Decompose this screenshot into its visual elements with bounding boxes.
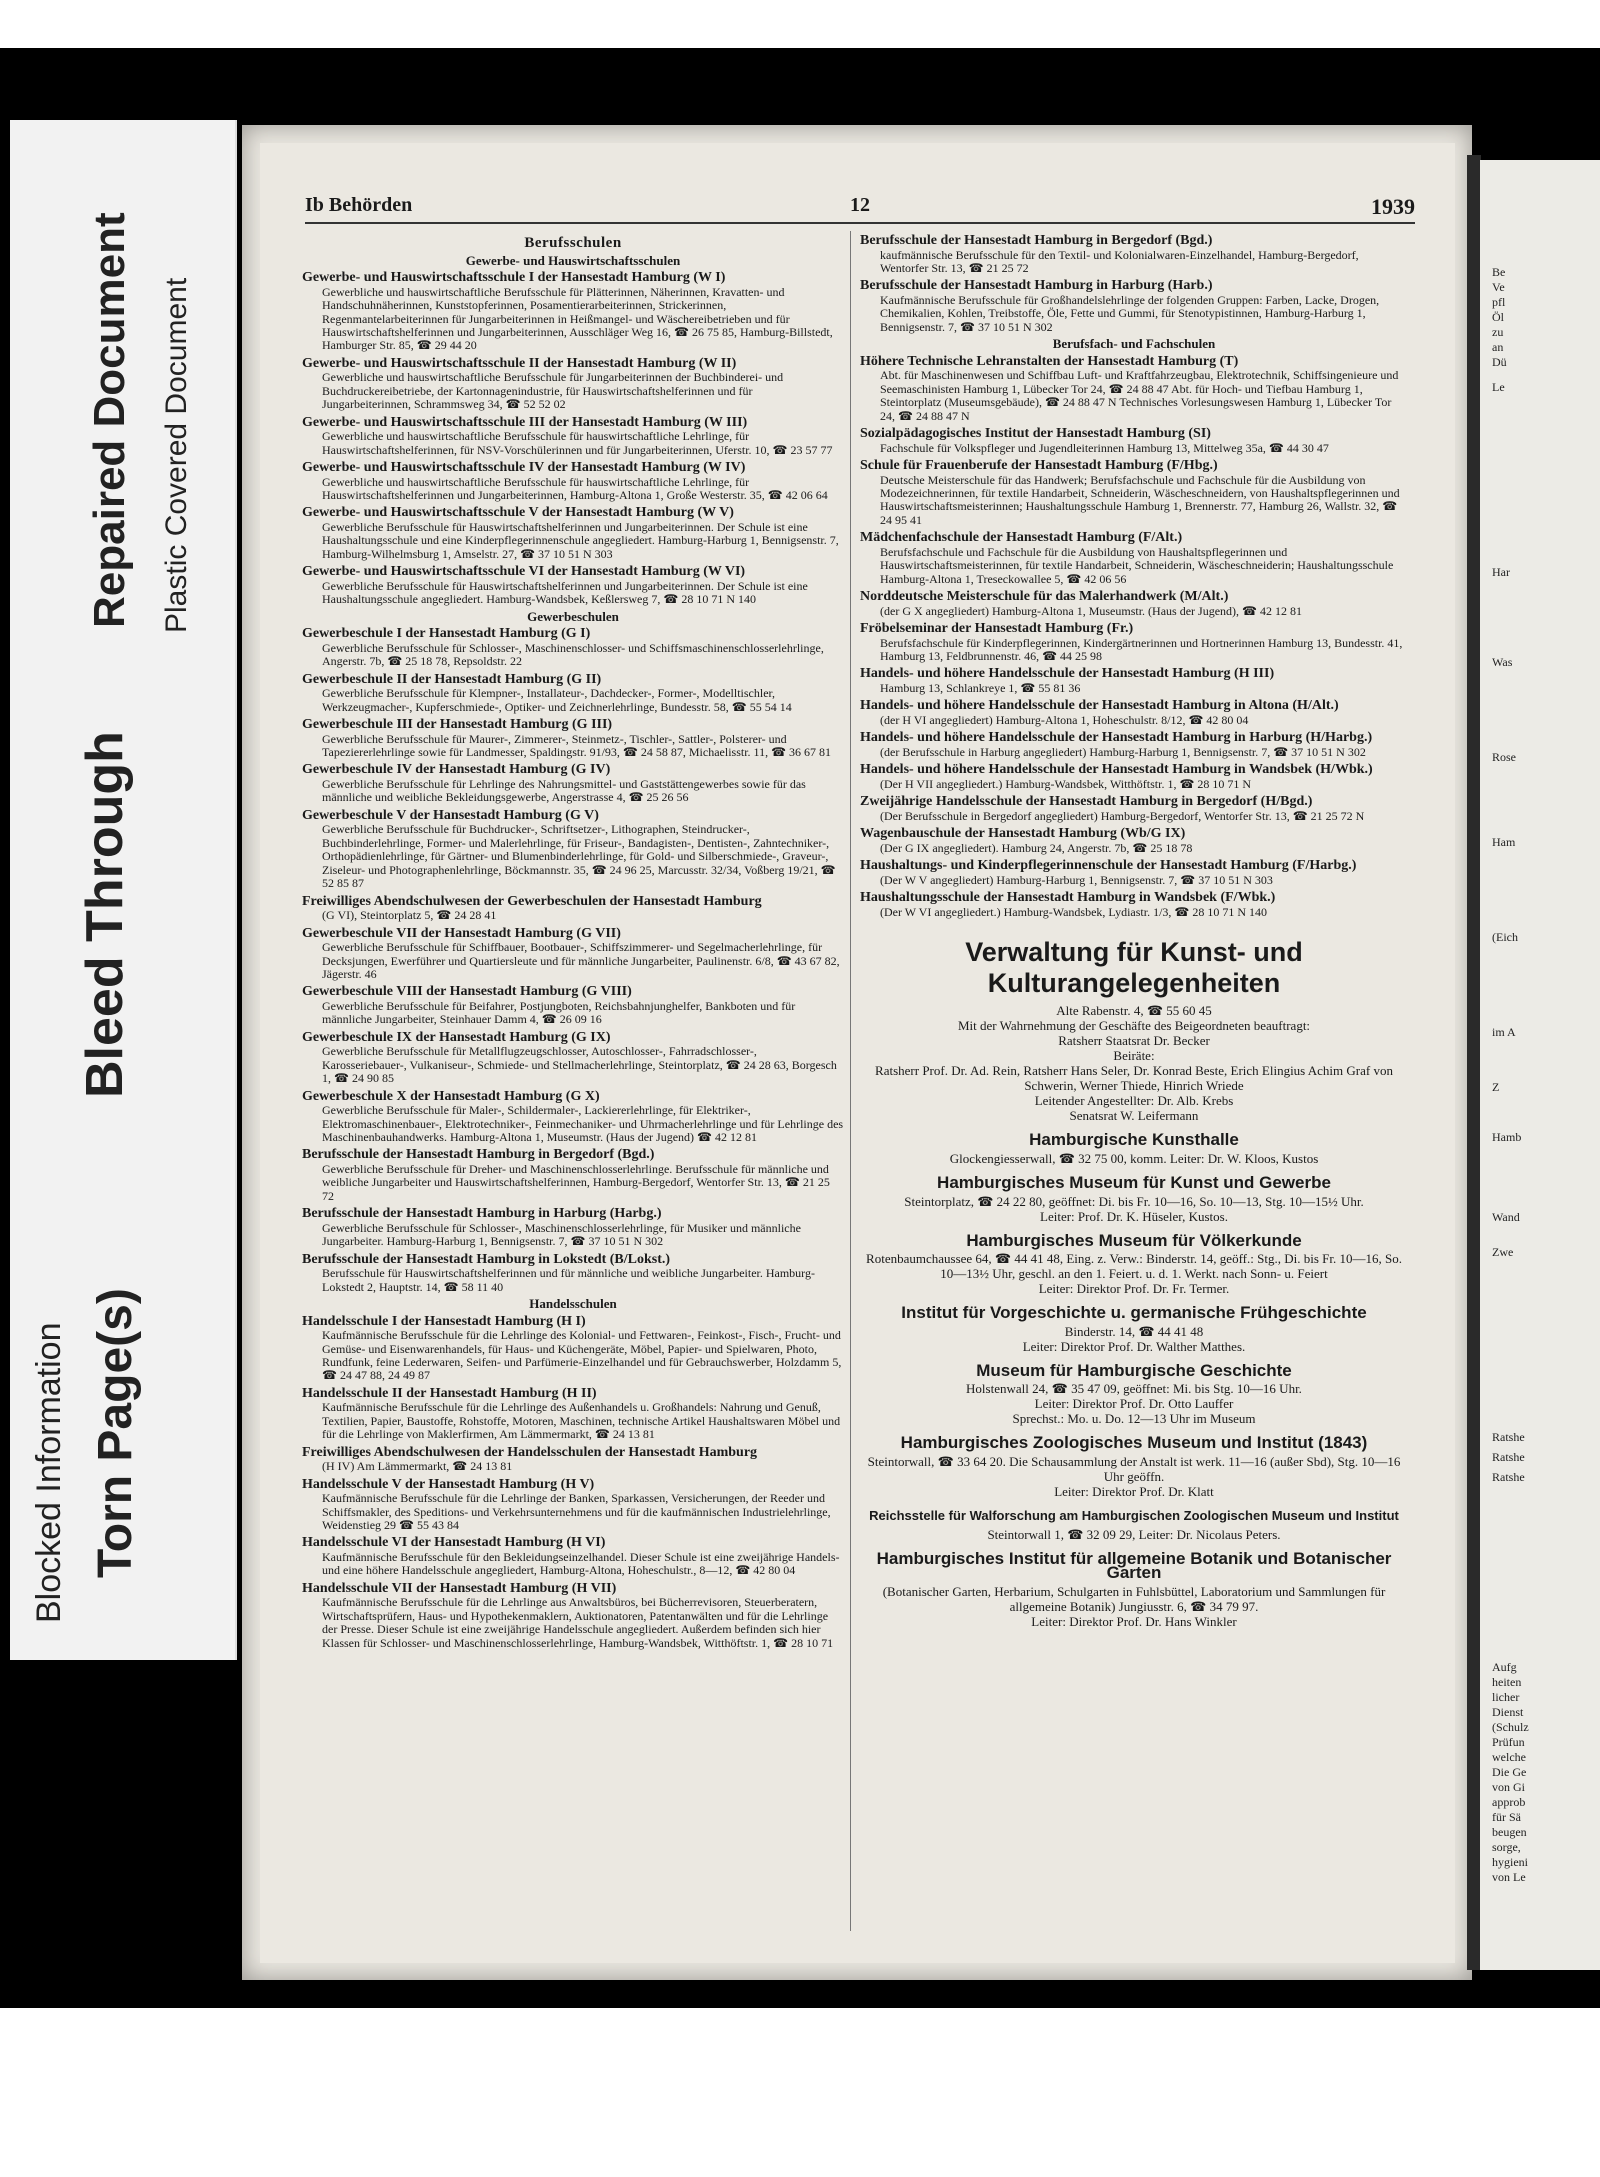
institute-detail: Steintorplatz, ☎ 24 22 80, geöffnet: Di. bis Fr. 10—16, So. 10—13, Stg. 10—15½ Uhr. xyxy=(904,1193,1364,1209)
school-entry xyxy=(302,984,844,1026)
school-description: Kaufmännische Berufsschule für die Lehrlinge des Außenhandels u. Großhandels: Nahrung und Genuß, Textilien, Papier, Baustoffe, Rohstoffe, Motoren, Maschinen, technische Artikel Haushaltswaren Möbel und für die Lehrlinge von Maklerfirmen, Am Lämmermarkt, ☎ 24 13 81 xyxy=(322,1400,841,1442)
document-page xyxy=(242,125,1472,1980)
school-entry xyxy=(302,717,844,759)
school-description: Berufsfachschule für Kinderpflegerinnen, Kindergärtnerinnen und Hortnerinnen Hamburg 13, Bundesstr. 41, Hamburg 13, Feldbrunnenstr. 46, ☎ 44 25 98 xyxy=(880,635,1403,664)
damage-labels xyxy=(0,48,235,2008)
kunst-section xyxy=(860,937,1408,1628)
school-entry xyxy=(302,1206,844,1248)
school-entry xyxy=(302,626,844,668)
institute-detail: Leiter: Direktor Prof. Dr. Walther Matthes. xyxy=(1022,1338,1246,1354)
school-entry xyxy=(860,426,1408,455)
next-page-fragment: Hamb xyxy=(1492,1130,1522,1144)
institute-detail: Leiter: Direktor Prof. Dr. Hans Winkler xyxy=(1031,1613,1237,1629)
next-page-fragment: zu xyxy=(1492,325,1504,339)
school-entry xyxy=(302,1386,844,1442)
next-page-fragment: beugen xyxy=(1492,1825,1527,1839)
subsection-heading: Handelsschulen xyxy=(529,1295,617,1311)
school-name: Berufsschule der Hansestadt Hamburg in Harburg (Harb.) xyxy=(860,278,1213,294)
next-page-fragment: Prüfun xyxy=(1492,1735,1525,1749)
next-page-fragment: (Eich xyxy=(1492,930,1518,944)
school-description: Gewerbliche und hauswirtschaftliche Berufsschule für Plätterinnen, Näherinnen, Kravatten- und Handschuhnäherinnen, Kunststopferinnen, Posamentierarbeiterinnen, Strickerinnen, Regenmantelarbeiterinnen für Jungarbeiterinnen in Heißmangel- und Wäschereibetrieben und für Hauswirtschaftshelferinnen und Jungarbeiterinnen, Ausschläger Weg 16, ☎ 26 75 85, Hamburg-Billstedt, Hamburger Str. 85, ☎ 29 44 20 xyxy=(322,284,833,353)
institute-name: Institut für Vorgeschichte u. germanische Frühgeschichte xyxy=(901,1303,1367,1323)
next-page-fragment: Zwe xyxy=(1492,1245,1514,1259)
next-page-fragment: Ratshe xyxy=(1492,1470,1525,1484)
institute-detail: Leiter: Direktor Prof. Dr. Otto Lauffer xyxy=(1034,1396,1234,1412)
school-name: Gewerbe- und Hauswirtschaftsschule V der Hansestadt Hamburg (W V) xyxy=(302,505,734,521)
next-page-fragment: Wand xyxy=(1492,1210,1520,1224)
institutes-list xyxy=(860,1130,1408,1629)
next-page-fragment: von Gi xyxy=(1492,1780,1525,1794)
school-description: (der Berufsschule in Harburg angegliedert) Hamburg-Harburg 1, Bennigsenstr. 7, ☎ 37 10 51 N 302 xyxy=(880,745,1366,760)
school-entry xyxy=(302,460,844,502)
institute-detail: (Botanischer Garten, Herbarium, Schulgarten in Fuhlsbüttel, Laboratorium und Sammlungen für allgemeine Botanik) Jungiusstr. 6, ☎ 34 79 97. xyxy=(882,1583,1386,1614)
school-description: Fachschule für Volkspfleger und Jugendleiterinnen Hamburg 13, Mittelweg 35a, ☎ 44 30 47 xyxy=(880,440,1329,455)
institute-detail: Steintorwall, ☎ 33 64 20. Die Schausammlung der Anstalt ist werk. 11—16 (außer Sbd), Stg. 10—16 Uhr geöffn. xyxy=(867,1454,1401,1485)
school-name: Handelsschule V der Hansestadt Hamburg (H V) xyxy=(302,1476,595,1492)
school-name: Schule für Frauenberufe der Hansestadt Hamburg (F/Hbg.) xyxy=(860,458,1218,474)
school-name: Handels- und höhere Handelsschule der Hansestadt Hamburg in Altona (H/Alt.) xyxy=(860,698,1339,714)
school-name: Berufsschule der Hansestadt Hamburg in Harburg (Harbg.) xyxy=(302,1206,662,1222)
school-description: Gewerbliche Berufsschule für Metallflugzeugschlosser, Autoschlosser-, Fahrradschlosser-, Karosseriebauer-, Vulkaniseur-, Schmiede- und Stellmacherlehrlinge, Steintorplatz, ☎ 24 28 63, Borgesch 1, ☎ 24 90 85 xyxy=(322,1044,837,1086)
school-description: Gewerbliche Berufsschule für Maler-, Schildermaler-, Lackiererlehrlinge, für Elektriker-, Elektromaschinenbauer-, Elektrotechniker-, Feinmechaniker- und Uhrmacherlehrlinge und für Lehrlinge des Maschinenbauhandwerks. Hamburg-Altona 1, Museumstr. (Haus der Jugend) ☎ 42 12 81 xyxy=(322,1103,844,1144)
school-name: Norddeutsche Meisterschule für das Malerhandwerk (M/Alt.) xyxy=(860,589,1229,605)
school-description: (der H VI angegliedert) Hamburg-Altona 1, Hoheschulstr. 8/12, ☎ 42 80 04 xyxy=(880,713,1249,728)
school-entry xyxy=(860,233,1408,275)
institute-name: Hamburgische Kunsthalle xyxy=(1029,1130,1239,1150)
next-page-fragment: Ve xyxy=(1492,280,1505,294)
school-description: Gewerbliche Berufsschule für Schlosser-, Maschinenschlosserlehrlinge, für Musiker und männliche Jungarbeiter. Hamburg-Harburg 1, Bennigsenstr. 7, ☎ 37 10 51 N 302 xyxy=(322,1220,801,1249)
school-name: Handels- und höhere Handelsschule der Hansestadt Hamburg in Wandsbek (H/Wbk.) xyxy=(860,762,1373,778)
institute-detail: Leiter: Prof. Dr. K. Hüseler, Kustos. xyxy=(1040,1208,1228,1224)
school-entry xyxy=(860,589,1408,618)
school-entry xyxy=(860,530,1408,586)
next-page-fragment: Ratshe xyxy=(1492,1430,1525,1444)
school-description: Gewerbliche Berufsschule für Schiffbauer, Bootbauer-, Schiffszimmerer- und Segelmacherlehrlinge, für Decksjungen, Ewerführer und Quartiersleute und für männliche Jungarbeiter, Paulinenstr. 6/8, ☎ 43 67 82, Jägerstr. 46 xyxy=(322,940,840,981)
school-description: Gewerbliche Berufsschule für Klempner-, Installateur-, Dachdecker-, Former-, Modelltischler, Werkzeugmacher-, Kupferschmiede-, Optiker- und Zeichnerlehrlinge, Bundesstr. 58, ☎ 55 54 14 xyxy=(322,686,792,714)
kunst-line: Leitender Angestellter: Dr. Alb. Krebs xyxy=(1034,1093,1234,1109)
school-name: Handelsschule I der Hansestadt Hamburg (H I) xyxy=(302,1313,586,1329)
school-name: Haushaltungs- und Kinderpflegerinnenschule der Hansestadt Hamburg (F/Harbg.) xyxy=(860,858,1357,874)
kunst-line: Beiräte: xyxy=(1113,1048,1155,1064)
school-description: Kaufmännische Berufsschule für die Lehrlinge aus Anwaltsbüros, bei Bücherrevisoren, Steuerberatern, Wirtschaftsprüfern, Haus- und Hypothekenmaklern, Auktionatoren, Patentanwälten und für die Lehrlinge der Presse. Dieser Schule ist eine zweijährige Handelsschule angegliedert. Außerdem befinden sich hier Klassen für Schlosser- und Maschinenschlosserlehrlinge, Hamburg-Wandsbek, Witthöftstr. 1, ☎ 28 10 71 xyxy=(322,1595,834,1650)
school-entry xyxy=(302,808,844,891)
school-name: Gewerbeschule II der Hansestadt Hamburg (G II) xyxy=(302,671,602,687)
label-torn-pages: Torn Page(s) xyxy=(89,1288,142,1578)
school-entry xyxy=(302,1581,844,1650)
kunst-line: Ratsherr Staatsrat Dr. Becker xyxy=(1058,1033,1210,1049)
school-name: Gewerbe- und Hauswirtschaftsschule II der Hansestadt Hamburg (W II) xyxy=(302,355,737,371)
school-description: Gewerbliche Berufsschule für Dreher- und Maschinenschlosserlehrlinge. Berufsschule für männliche und weibliche Jungarbeiter und Hauswirtschaftshelferinnen, Hamburg-Bergedorf, Wentorfer Str. 13, ☎ 21 25 72 xyxy=(322,1161,830,1203)
year: 1939 xyxy=(1371,194,1415,219)
school-description: Gewerbliche Berufsschule für Lehrlinge des Nahrungsmittel- und Gaststättengewerbes sowie für das männliche und weibliche Bekleidungsgewerbe, Angerstrasse 4, ☎ 25 26 56 xyxy=(322,777,806,805)
school-entry xyxy=(302,1147,844,1203)
institute-detail: Sprechst.: Mo. u. Do. 12—13 Uhr im Museum xyxy=(1012,1411,1256,1427)
school-entry xyxy=(302,1445,844,1474)
school-description: kaufmännische Berufsschule für den Textil- und Kolonialwaren-Einzelhandel, Hamburg-Bergedorf, Wentorfer Str. 13, ☎ 21 25 72 xyxy=(880,247,1359,275)
school-description: (G VI), Steintorplatz 5, ☎ 24 28 41 xyxy=(322,908,497,923)
school-description: Gewerbliche Berufsschule für Maurer-, Zimmerer-, Steinmetz-, Tischler-, Sattler-, Polsterer- und Tapeziererlehrlinge sowie für Landmesser, Spaldingstr. 91/93, ☎ 24 58 87, Michaelisstr. 11, ☎ 36 67 81 xyxy=(322,731,832,760)
school-name: Gewerbeschule IX der Hansestadt Hamburg (G IX) xyxy=(302,1029,611,1045)
school-name: Gewerbeschule VII der Hansestadt Hamburg (G VII) xyxy=(302,925,621,941)
school-name: Gewerbe- und Hauswirtschaftsschule I der Hansestadt Hamburg (W I) xyxy=(302,270,726,286)
school-entry xyxy=(860,858,1408,887)
next-page-fragment: Ham xyxy=(1492,835,1516,849)
page-gutter xyxy=(1467,155,1481,1970)
institute-name: Hamburgisches Institut für allgemeine Botanik und Botanischer Garten xyxy=(876,1548,1392,1583)
next-page-fragment: an xyxy=(1492,340,1504,354)
subsection-heading: Berufsfach- und Fachschulen xyxy=(1052,336,1216,352)
school-description: Deutsche Meisterschule für das Handwerk; Berufsfachschule und Fachschule für die Ausbildung von Modezeichnerinnen, für textile Handarbeit, Schneiderin, Wäscheschneidern, von Haushaltspflegerinnen und Hauswirtschaftsmeisterinnen; Haushaltungsschule Hamburg 1, Brennerstr. 77, Hamburg 26, Wallstr. 32, ☎ 24 95 41 xyxy=(880,472,1400,527)
school-entry xyxy=(302,762,844,804)
school-name: Gewerbeschule I der Hansestadt Hamburg (G I) xyxy=(302,626,591,642)
school-description: Gewerbliche Berufsschule für Hauswirtschaftshelferinnen und Jungarbeiterinnen. Der Schule ist eine Haushaltungsschule und eine Kinderpflegerinnenschule angegliedert. Hamburg-Harburg 1, Bennigsenstr. 7, Hamburg-Wilhelmsburg 1, Amselstr. 27, ☎ 37 10 51 N 303 xyxy=(322,520,839,561)
school-name: Gewerbeschule X der Hansestadt Hamburg (G X) xyxy=(302,1088,600,1104)
school-name: Gewerbe- und Hauswirtschaftsschule VI der Hansestadt Hamburg (W VI) xyxy=(302,564,746,580)
school-name: Freiwilliges Abendschulwesen der Gewerbeschulen der Hansestadt Hamburg xyxy=(302,893,762,909)
school-name: Berufsschule der Hansestadt Hamburg in Bergedorf (Bgd.) xyxy=(302,1147,655,1163)
school-name: Wagenbauschule der Hansestadt Hamburg (Wb/G IX) xyxy=(860,826,1186,842)
next-page-fragment: Rose xyxy=(1492,750,1516,764)
next-page-fragment: Har xyxy=(1492,565,1510,579)
school-name: Gewerbeschule V der Hansestadt Hamburg (G V) xyxy=(302,807,599,823)
school-entry xyxy=(302,1314,844,1383)
school-description: Kaufmännische Berufsschule für Großhandelslehrlinge der folgenden Gruppen: Farben, Lacke, Drogen, Chemikalien, Kohlen, Treibstoffe, Öle, Fette und Gummi, für Stenotypistinnen, Hamburg-Harburg 1, Bennigsenstr. 7, ☎ 37 10 51 N 302 xyxy=(880,293,1380,334)
column-divider xyxy=(850,231,851,1931)
school-entry xyxy=(860,890,1408,919)
section-label: Ib Behörden xyxy=(305,194,413,216)
school-name: Gewerbe- und Hauswirtschaftsschule IV der Hansestadt Hamburg (W IV) xyxy=(302,460,746,476)
school-entry xyxy=(860,794,1408,823)
next-page-fragment: Was xyxy=(1492,655,1513,669)
school-entry xyxy=(302,415,844,457)
next-page-fragment: (Schulz xyxy=(1492,1720,1529,1734)
school-entry xyxy=(302,894,844,923)
label-bleed-through: Bleed Through xyxy=(76,731,134,1098)
school-entry xyxy=(302,505,844,561)
school-description: (Der H VII angegliedert.) Hamburg-Wandsbek, Witthöftstr. 1, ☎ 28 10 71 N xyxy=(880,777,1252,792)
subsection-heading: Gewerbeschulen xyxy=(527,608,619,624)
next-page-fragment: sorge, xyxy=(1492,1840,1521,1854)
school-entry xyxy=(860,730,1408,759)
school-entry xyxy=(302,270,844,353)
school-entry xyxy=(302,1030,844,1086)
section-heading: Berufsschulen xyxy=(524,235,622,251)
institute-detail: Binderstr. 14, ☎ 44 41 48 xyxy=(1064,1323,1204,1339)
school-entry xyxy=(860,621,1408,663)
next-page-edge xyxy=(1480,160,1600,1970)
school-name: Gewerbeschule IV der Hansestadt Hamburg (G IV) xyxy=(302,762,611,778)
school-description: (Der Berufsschule in Bergedorf angegliedert) Hamburg-Bergedorf, Wentorfer Str. 13, ☎ 21 25 72 N xyxy=(880,809,1365,824)
next-page-fragment: von Le xyxy=(1492,1870,1526,1884)
school-description: Gewerbliche und hauswirtschaftliche Berufsschule für Jungarbeiterinnen der Buchbinderei- und Buchdruckereibetriebe, der Kartonnagenindustrie, für Hauswirtschaftshelferinnen und für Jungarbeiterinnen, Schrammsweg 34, ☎ 52 52 02 xyxy=(322,370,784,412)
next-page-fragment: licher xyxy=(1492,1690,1520,1704)
school-entry xyxy=(302,1252,844,1294)
school-description: Gewerbliche Berufsschule für Beifahrer, Postjungboten, Reichsbahnjunghelfer, Bankboten und für männliche Jungarbeiter, Steinhauer Damm 4, ☎ 26 09 16 xyxy=(322,998,796,1027)
school-description: Kaufmännische Berufsschule für den Bekleidungseinzelhandel. Dieser Schule ist eine zweijährige Handels- und eine höhere Handelsschule angegliedert, Hamburg-Altona, Hoheschulstr., 8—12, ☎ 42 80 04 xyxy=(322,1550,840,1578)
kunst-line: Mit der Wahrnehmung der Geschäfte des Beigeordneten beauftragt: xyxy=(957,1018,1311,1034)
school-entry xyxy=(860,762,1408,791)
institute-detail: Holstenwall 24, ☎ 35 47 09, geöffnet: Mi. bis Stg. 10—16 Uhr. xyxy=(966,1381,1302,1397)
school-description: Gewerbliche Berufsschule für Buchdrucker-, Schriftsetzer-, Lithographen, Steindrucker-, Buchbinderlehrlinge, Former- und Malerlehrlinge, für Friseur-, Bandagisten-, Dentisten-, Zahntechniker-, Orthopädienlehrlinge, für Gärtner- und Blumenbinderlehrlinge, für Gold- und Silberschmiede-, Graveur-, Ziseleur- und Photographenlehrlinge, Böckmannstr. 35, ☎ 24 96 25, Marcusstr. 32/34, Voßberg 19/21, ☎ 52 85 87 xyxy=(322,822,836,891)
school-description: Kaufmännische Berufsschule für die Lehrlinge der Banken, Sparkassen, Versicherungen, der Reeder und Schiffsmakler, des Speditions- und Verkehrsunternehmens und für die kaufmännischen Industrielehrlinge, Weidenstieg 29 ☎ 55 43 84 xyxy=(322,1491,831,1532)
next-page-fragment: Öl xyxy=(1492,310,1504,324)
page-header xyxy=(305,188,1415,224)
school-entry xyxy=(302,356,844,412)
next-page-fragment: im A xyxy=(1492,1025,1516,1039)
institute-detail: Leiter: Direktor Prof. Dr. Klatt xyxy=(1054,1484,1214,1500)
school-name: Handels- und höhere Handelsschule der Hansestadt Hamburg (H III) xyxy=(860,666,1275,682)
label-repaired-document: Repaired Document xyxy=(85,212,134,628)
institute-detail: Steintorwall 1, ☎ 32 09 29, Leiter: Dr. Nicolaus Peters. xyxy=(987,1526,1281,1542)
kunst-title: Verwaltung für Kunst- und Kulturangelegenheiten xyxy=(965,937,1303,999)
right-entries xyxy=(860,233,1408,919)
school-entry xyxy=(302,1089,844,1145)
next-page-fragment: pfl xyxy=(1492,295,1506,309)
school-entry xyxy=(302,672,844,714)
school-description: (Der G IX angegliedert). Hamburg 24, Angerstr. 7b, ☎ 25 18 78 xyxy=(880,841,1193,856)
school-name: Mädchenfachschule der Hansestadt Hamburg (F/Alt.) xyxy=(860,530,1183,546)
school-name: Handels- und höhere Handelsschule der Hansestadt Hamburg in Harburg (H/Harbg.) xyxy=(860,730,1373,746)
school-description: Kaufmännische Berufsschule für die Lehrlinge des Kolonial- und Fettwaren-, Feinkost-, Fisch-, Frucht- und Gemüse- und Eisenwarenhandels, für Haus- und Küchengeräte, Möbel, Papier- und Spielwaren, Photo, Rundfunk, feine Lederwaren, Seifen- und Parfümerie-Einzelhandel und für Gebrauchswerber, Holzdamm 5, ☎ 24 47 88, 24 49 87 xyxy=(322,1328,842,1383)
institute-name: Reichsstelle für Walforschung am Hamburgischen Zoologischen Museum und Institut xyxy=(869,1508,1399,1524)
school-name: Handelsschule VII der Hansestadt Hamburg (H VII) xyxy=(302,1580,617,1596)
next-page-fragment: Z xyxy=(1492,1080,1500,1094)
school-name: Gewerbeschule VIII der Hansestadt Hamburg (G VIII) xyxy=(302,984,632,1000)
school-name: Gewerbeschule III der Hansestadt Hamburg (G III) xyxy=(302,717,613,733)
school-name: Fröbelseminar der Hansestadt Hamburg (Fr.) xyxy=(860,621,1134,637)
right-column xyxy=(860,233,1408,1629)
school-name: Berufsschule der Hansestadt Hamburg in Bergedorf (Bgd.) xyxy=(860,233,1213,248)
school-description: Berufsfachschule und Fachschule für die Ausbildung von Haushaltspflegerinnen und Hauswirtschaftsmeisterinnen, für textile Handarbeit, Schneiderin, Wäscheschneiderin; Haushaltungsschule Hamburg-Altona 1, Treseckowallee 5, ☎ 42 06 56 xyxy=(880,544,1394,586)
school-entry xyxy=(860,354,1408,423)
kunst-line: Alte Rabenstr. 4, ☎ 55 60 45 xyxy=(1056,1003,1212,1019)
next-page-fragment: welche xyxy=(1492,1750,1526,1764)
next-page-fragment: Die Ge xyxy=(1492,1765,1527,1779)
next-page-fragment: hygieni xyxy=(1492,1855,1528,1869)
school-entry xyxy=(860,278,1408,334)
school-entry xyxy=(860,458,1408,527)
school-description: (der G X angegliedert) Hamburg-Altona 1, Museumstr. (Haus der Jugend), ☎ 42 12 81 xyxy=(880,603,1302,618)
next-page-fragment: Dienst xyxy=(1492,1705,1524,1719)
paper-sheet xyxy=(260,143,1455,1963)
school-name: Berufsschule der Hansestadt Hamburg in Lokstedt (B/Lokst.) xyxy=(302,1251,671,1267)
kunst-line: Senatsrat W. Leifermann xyxy=(1069,1108,1199,1124)
school-entry xyxy=(860,826,1408,855)
label-plastic-covered: Plastic Covered Document xyxy=(160,277,193,633)
school-name: Handelsschule VI der Hansestadt Hamburg (H VI) xyxy=(302,1535,606,1551)
next-page-fragment: Aufg xyxy=(1492,1660,1517,1674)
school-description: (H IV) Am Lämmermarkt, ☎ 24 13 81 xyxy=(322,1459,513,1474)
school-name: Sozialpädagogisches Institut der Hansestadt Hamburg (SI) xyxy=(860,426,1211,442)
school-description: Gewerbliche und hauswirtschaftliche Berufsschule für hauswirtschaftliche Lehrlinge, für Hauswirtschaftshelferinnen und Jungarbeiterinnen, Hamburg-Altona 1, Große Westerstr. 35, ☎ 42 06 64 xyxy=(322,474,828,503)
institute-name: Museum für Hamburgische Geschichte xyxy=(976,1360,1292,1380)
school-name: Haushaltungsschule der Hansestadt Hamburg in Wandsbek (F/Wbk.) xyxy=(860,890,1276,906)
school-name: Freiwilliges Abendschulwesen der Handelsschulen der Hansestadt Hamburg xyxy=(302,1444,758,1460)
school-entry xyxy=(302,564,844,606)
subsection-heading: Gewerbe- und Hauswirtschaftsschulen xyxy=(465,252,681,268)
school-description: (Der W V angegliedert) Hamburg-Harburg 1, Bennigsenstr. 7, ☎ 37 10 51 N 303 xyxy=(880,873,1273,888)
institute-detail: Glockengiesserwall, ☎ 32 75 00, komm. Leiter: Dr. W. Kloos, Kustos xyxy=(949,1151,1319,1167)
school-name: Handelsschule II der Hansestadt Hamburg (H II) xyxy=(302,1385,597,1401)
school-description: Gewerbliche und hauswirtschaftliche Berufsschule für hauswirtschaftliche Lehrlinge, für Hauswirtschaftshelferinnen, für NSV-Vorschülerinnen und für Jungarbeiterinnen, Uferstr. 10, ☎ 23 57 77 xyxy=(322,429,833,457)
school-description: (Der W VI angegliedert.) Hamburg-Wandsbek, Lydiastr. 1/3, ☎ 28 10 71 N 140 xyxy=(880,905,1268,920)
institute-name: Hamburgisches Museum für Völkerkunde xyxy=(966,1230,1302,1250)
institute-name: Hamburgisches Zoologisches Museum und Institut (1843) xyxy=(900,1433,1368,1453)
school-name: Höhere Technische Lehranstalten der Hansestadt Hamburg (T) xyxy=(860,353,1239,369)
school-name: Gewerbe- und Hauswirtschaftsschule III der Hansestadt Hamburg (W III) xyxy=(302,414,748,430)
next-page-fragment: Be xyxy=(1492,265,1506,279)
next-page-fragment: approb xyxy=(1492,1795,1526,1809)
institute-name: Hamburgisches Museum für Kunst und Gewerbe xyxy=(937,1173,1331,1193)
next-page-fragment: heiten xyxy=(1492,1675,1522,1689)
school-entry xyxy=(302,1477,844,1533)
school-entry xyxy=(860,698,1408,727)
kunst-lines xyxy=(860,1003,1408,1123)
school-entry xyxy=(860,666,1408,695)
school-description: Gewerbliche Berufsschule für Schlosser-, Maschinenschlosser- und Schiffsmaschinenschlosserlehrlinge, Angerstr. 7b, ☎ 25 18 78, Repsoldstr. 22 xyxy=(322,640,824,669)
school-entry xyxy=(302,926,844,982)
left-column xyxy=(302,233,844,1653)
school-name: Zweijährige Handelsschule der Hansestadt Hamburg in Bergedorf (H/Bgd.) xyxy=(860,794,1313,810)
school-entry xyxy=(302,1535,844,1577)
next-page-fragment: Le xyxy=(1492,380,1505,394)
institute-detail: Rotenbaumchaussee 64, ☎ 44 41 48, Eing. z. Verw.: Binderstr. 14, geöff.: Stg., Di. bis Fr. 10—16, So. 10—13½ Uhr, geschl. an den 1. Feiert. u. d. 1. Werkt. nach Sonn- u. Feiert xyxy=(866,1251,1402,1282)
school-description: Hamburg 13, Schlankreye 1, ☎ 55 81 36 xyxy=(880,681,1081,696)
institute-detail: Leiter: Direktor Prof. Dr. Fr. Termer. xyxy=(1038,1281,1230,1297)
school-description: Berufsschule für Hauswirtschaftshelferinnen und für männliche und weibliche Jungarbeiter. Hamburg-Lokstedt 2, Hauptstr. 14, ☎ 58 11 40 xyxy=(322,1266,815,1294)
page-number: 12 xyxy=(850,194,870,216)
label-blocked-information: Blocked Information xyxy=(30,1322,68,1623)
kunst-line: Ratsherr Prof. Dr. Ad. Rein, Ratsherr Hans Seler, Dr. Konrad Beste, Erich Elingius Achim Graf von Schwerin, Werner Thiede, Hinrich Wriede xyxy=(875,1063,1393,1094)
next-page-fragment: Ratshe xyxy=(1492,1450,1525,1464)
school-description: Gewerbliche Berufsschule für Hauswirtschaftshelferinnen und Jungarbeiterinnen. Der Schule ist eine Haushaltungsschule angegliedert. Hamburg-Wandsbek, Keßlersweg 7, ☎ 28 10 71 N 140 xyxy=(322,578,808,607)
school-description: Abt. für Maschinenwesen und Schiffbau Luft- und Kraftfahrzeugbau, Elektrotechnik, Schiffsingenieure und Seemaschinisten Hamburg 1, Lübecker Tor 24, ☎ 24 88 47 Abt. für Hoch- und Tiefbau Hamburg 1, Steintorplatz (Museumsgebäude), ☎ 24 88 47 N Technisches Vorlesungswesen Hamburg 1, Lübecker Tor 24, ☎ 24 88 47 N xyxy=(880,368,1399,423)
next-page-fragment: für Sä xyxy=(1492,1810,1521,1824)
next-page-fragment: Dü xyxy=(1492,355,1507,369)
